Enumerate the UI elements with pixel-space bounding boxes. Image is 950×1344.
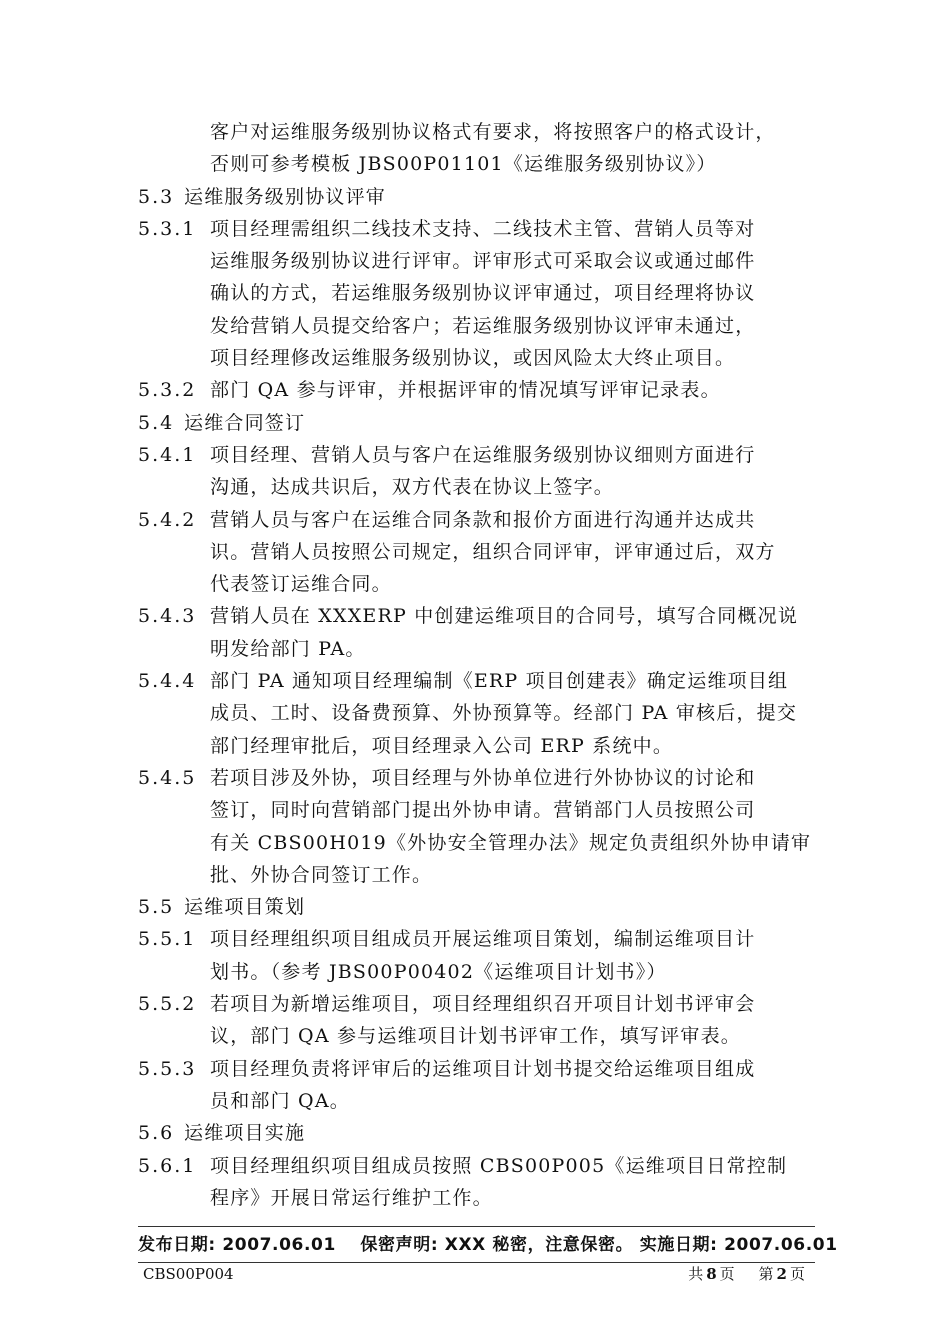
- clause-5-4-5: [138, 762, 818, 794]
- clause-text: 识。营销人员按照公司规定，组织合同评审，评审通过后，双方: [210, 540, 776, 563]
- clause-number: 5.3.2: [138, 379, 197, 402]
- section-title: 运维合同签订: [184, 411, 306, 434]
- page-suffix: 页: [789, 1265, 805, 1283]
- impl-date: 2007.06.01: [724, 1235, 838, 1255]
- clause-5-4-1: [138, 439, 818, 471]
- document-body: [138, 116, 818, 1214]
- section-title: 运维项目策划: [184, 896, 306, 919]
- clause-text: 运维服务级别协议进行评审。评审形式可采取会议或通过邮件: [210, 250, 756, 273]
- clause-number: 5.4.4: [138, 670, 197, 693]
- clause-5-4-2: [138, 504, 818, 536]
- secret-label: 保密声明:: [360, 1235, 439, 1255]
- clause-text: 项目经理组织项目组成员按照 CBS00P005《运维项目日常控制: [210, 1154, 788, 1177]
- section-title: 运维项目实施: [184, 1122, 306, 1145]
- clause-text: 项目经理修改运维服务级别协议，或因风险太大终止项目。: [210, 347, 736, 370]
- clause-text: 沟通，达成共识后，双方代表在协议上签字。: [210, 476, 615, 499]
- document-code: CBS00P004: [143, 1265, 234, 1283]
- clause-5-4-4: [138, 665, 818, 697]
- footer-info: [138, 1232, 838, 1258]
- clause-text: 发给营销人员提交给客户；若运维服务级别协议评审未通过，: [210, 314, 756, 337]
- clause-text: 项目经理、营销人员与客户在运维服务级别协议细则方面进行: [210, 443, 756, 466]
- total-pages: 8: [706, 1265, 717, 1283]
- footer-page-info: [143, 1262, 813, 1286]
- section-number: 5.3: [138, 185, 175, 208]
- clause-text: 部门 PA 通知项目经理编制《ERP 项目创建表》确定运维项目组: [210, 670, 789, 693]
- secret-text: XXX 秘密，注意保密。: [444, 1235, 634, 1255]
- clause-text: 代表签订运维合同。: [210, 573, 392, 596]
- section-number: 5.6: [138, 1122, 175, 1145]
- clause-5-6-1: [138, 1150, 818, 1182]
- section-heading-5-5: [138, 891, 818, 923]
- clause-text: 部门 QA 参与评审，并根据评审的情况填写评审记录表。: [210, 379, 721, 402]
- clause-5-5-3: [138, 1053, 818, 1085]
- section-title: 运维服务级别协议评审: [184, 185, 387, 208]
- clause-text: 项目经理组织项目组成员开展运维项目策划，编制运维项目计: [210, 928, 756, 951]
- clause-text: 项目经理需组织二线技术支持、二线技术主管、营销人员等对: [210, 217, 756, 240]
- clause-text: 项目经理负责将评审后的运维项目计划书提交给运维项目组成: [210, 1057, 756, 1080]
- section-number: 5.5: [138, 896, 175, 919]
- clause-text: 成员、工时、设备费预算、外协预算等。经部门 PA 审核后，提交: [210, 702, 798, 725]
- clause-number: 5.3.1: [138, 217, 197, 240]
- page-number: 2: [776, 1265, 787, 1283]
- clause-5-4-3: [138, 600, 818, 632]
- clause-text: 若项目涉及外协，项目经理与外协单位进行外协协议的讨论和: [210, 766, 756, 789]
- page-prefix: 第: [758, 1265, 774, 1283]
- section-number: 5.4: [138, 411, 175, 434]
- total-prefix: 共: [688, 1265, 704, 1283]
- clause-number: 5.4.1: [138, 443, 197, 466]
- impl-date-label: 实施日期:: [639, 1235, 718, 1255]
- total-suffix: 页: [719, 1265, 735, 1283]
- publish-date: 2007.06.01: [222, 1235, 336, 1255]
- footer-top-rule: [138, 1226, 815, 1227]
- clause-text: 员和部门 QA。: [210, 1089, 350, 1112]
- clause-text: 议，部门 QA 参与运维项目计划书评审工作，填写评审表。: [210, 1025, 741, 1048]
- clause-text: 部门经理审批后，项目经理录入公司 ERP 系统中。: [210, 734, 674, 757]
- clause-5-5-2: [138, 988, 818, 1020]
- clause-number: 5.4.2: [138, 508, 197, 531]
- clause-text: 若项目为新增运维项目，项目经理组织召开项目计划书评审会: [210, 993, 756, 1016]
- clause-text: 有关 CBS00H019《外协安全管理办法》规定负责组织外协申请审: [210, 831, 812, 854]
- clause-number: 5.5.3: [138, 1057, 197, 1080]
- clause-number: 5.5.2: [138, 993, 197, 1016]
- section-heading-5-6: [138, 1117, 818, 1149]
- clause-5-3-2: [138, 374, 818, 406]
- clause-text: 批、外协合同签订工作。: [210, 863, 433, 886]
- paragraph-line: 否则可参考模板 JBS00P01101《运维服务级别协议》）: [210, 153, 717, 176]
- clause-number: 5.4.5: [138, 766, 197, 789]
- clause-number: 5.6.1: [138, 1154, 197, 1177]
- clause-text: 划书。（参考 JBS00P00402《运维项目计划书》）: [210, 960, 667, 983]
- clause-text: 营销人员在 XXXERP 中创建运维项目的合同号，填写合同概况说: [210, 605, 799, 628]
- paragraph-line: 客户对运维服务级别协议格式有要求，将按照客户的格式设计，: [210, 121, 776, 143]
- clause-text: 签订，同时向营销部门提出外协申请。营销部门人员按照公司: [210, 799, 756, 822]
- section-heading-5-3: [138, 181, 818, 213]
- clause-text: 营销人员与客户在运维合同条款和报价方面进行沟通并达成共: [210, 508, 756, 531]
- clause-number: 5.5.1: [138, 928, 197, 951]
- clause-number: 5.4.3: [138, 605, 197, 628]
- clause-5-3-1: [138, 213, 818, 245]
- page-counter: [688, 1262, 805, 1286]
- clause-text: 程序》开展日常运行维护工作。: [210, 1186, 493, 1209]
- clause-5-5-1: [138, 923, 818, 955]
- clause-text: 确认的方式，若运维服务级别协议评审通过，项目经理将协议: [210, 282, 756, 305]
- section-heading-5-4: [138, 407, 818, 439]
- publish-date-label: 发布日期:: [138, 1235, 216, 1255]
- clause-text: 明发给部门 PA。: [210, 637, 366, 660]
